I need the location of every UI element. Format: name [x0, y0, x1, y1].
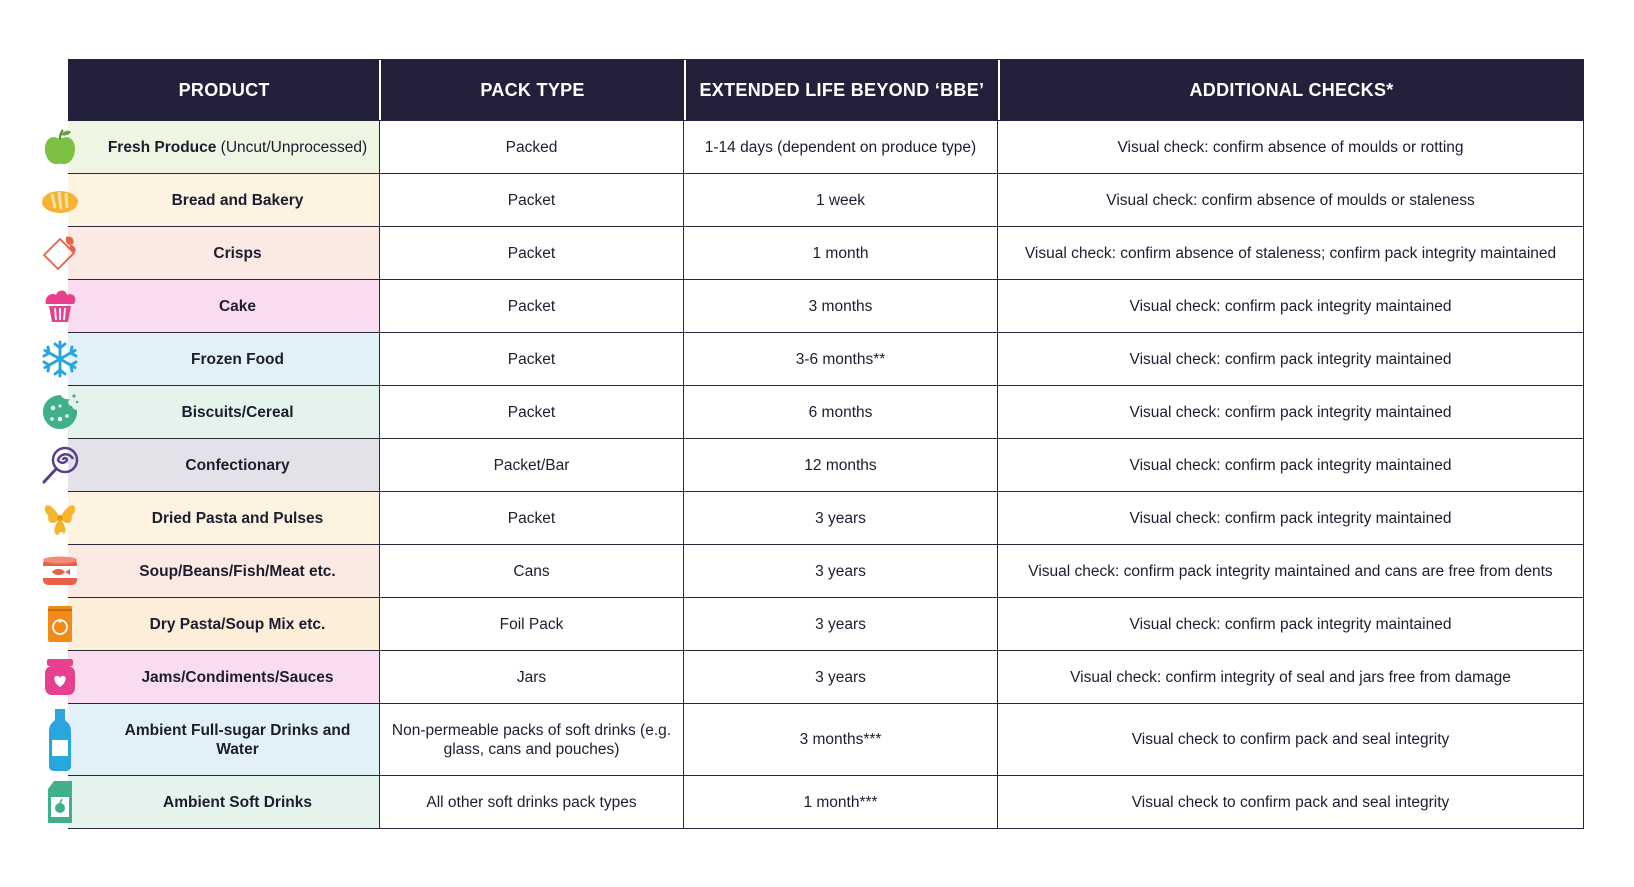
- product-suffix: (Uncut/Unprocessed): [216, 138, 368, 156]
- pack-type-cell: Packet/Bar: [380, 439, 684, 491]
- table-row: [68, 704, 1584, 776]
- table-row: [68, 333, 1584, 386]
- apple-icon: [40, 127, 80, 167]
- additional-checks-cell: Visual check: confirm integrity of seal and jars free from damage: [998, 651, 1584, 703]
- extended-life-cell: 3 years: [684, 651, 998, 703]
- header-pack-type: PACK TYPE: [381, 60, 685, 120]
- header-extended-life: EXTENDED LIFE BEYOND ‘BBE’: [686, 60, 1000, 120]
- table-row: [68, 174, 1584, 227]
- table-row: [68, 492, 1584, 545]
- product-cell: [68, 545, 380, 597]
- pack-type-cell: All other soft drinks pack types: [380, 776, 684, 828]
- product-cell: [68, 776, 380, 828]
- additional-checks-cell: Visual check: confirm pack integrity maintained: [998, 280, 1584, 332]
- product-cell: [68, 333, 380, 385]
- product-name: Biscuits/Cereal: [181, 403, 294, 421]
- extended-life-cell: 1-14 days (dependent on produce type): [684, 121, 998, 173]
- lollipop-icon: [40, 445, 80, 485]
- pack-type-cell: Packet: [380, 174, 684, 226]
- product-cell: [68, 386, 380, 438]
- extended-life-cell: 3 years: [684, 492, 998, 544]
- extended-life-cell: 1 month: [684, 227, 998, 279]
- pack-type-cell: Packet: [380, 227, 684, 279]
- product-cell: [68, 174, 380, 226]
- product-cell: [68, 121, 380, 173]
- table-row: [68, 439, 1584, 492]
- table-header: [68, 59, 1584, 121]
- extended-life-cell: 12 months: [684, 439, 998, 491]
- product-name: Cake: [218, 297, 257, 315]
- table-row: [68, 121, 1584, 174]
- product-name: Fresh Produce: [107, 138, 217, 156]
- bread-icon: [40, 180, 80, 220]
- juice-carton-icon: [40, 779, 80, 825]
- product-name: Dry Pasta/Soup Mix etc.: [149, 615, 326, 633]
- additional-checks-cell: Visual check to confirm pack and seal integrity: [998, 776, 1584, 828]
- product-name: Ambient Full-sugar Drinks and Water: [124, 721, 351, 758]
- shelf-life-table: [68, 59, 1584, 829]
- pack-type-cell: Cans: [380, 545, 684, 597]
- extended-life-cell: 3-6 months**: [684, 333, 998, 385]
- extended-life-cell: 3 months***: [684, 704, 998, 775]
- product-cell: [68, 651, 380, 703]
- additional-checks-cell: Visual check: confirm absence of staleness; confirm pack integrity maintained: [998, 227, 1584, 279]
- product-name: Soup/Beans/Fish/Meat etc.: [139, 562, 336, 580]
- pack-type-cell: Packet: [380, 333, 684, 385]
- table-row: [68, 227, 1584, 280]
- pack-type-cell: Foil Pack: [380, 598, 684, 650]
- pack-type-cell: Jars: [380, 651, 684, 703]
- additional-checks-cell: Visual check: confirm pack integrity maintained and cans are free from dents: [998, 545, 1584, 597]
- additional-checks-cell: Visual check: confirm absence of moulds or rotting: [998, 121, 1584, 173]
- header-additional-checks: ADDITIONAL CHECKS*: [1189, 79, 1394, 100]
- extended-life-cell: 3 months: [684, 280, 998, 332]
- table-row: [68, 651, 1584, 704]
- product-name: Jams/Condiments/Sauces: [141, 668, 334, 686]
- product-name: Bread and Bakery: [171, 191, 304, 209]
- additional-checks-cell: Visual check: confirm pack integrity maintained: [998, 439, 1584, 491]
- extended-life-cell: 1 month***: [684, 776, 998, 828]
- cupcake-icon: [40, 286, 80, 326]
- pasta-bow-icon: [40, 498, 80, 538]
- foil-pack-icon: [40, 604, 80, 644]
- additional-checks-cell: Visual check to confirm pack and seal integrity: [998, 704, 1584, 775]
- cookie-icon: [40, 392, 80, 432]
- additional-checks-cell: Visual check: confirm pack integrity maintained: [998, 598, 1584, 650]
- pack-type-cell: Packet: [380, 280, 684, 332]
- additional-checks-cell: Visual check: confirm absence of moulds or staleness: [998, 174, 1584, 226]
- table-row: [68, 545, 1584, 598]
- product-cell: [68, 227, 380, 279]
- extended-life-cell: 3 years: [684, 598, 998, 650]
- snowflake-icon: [40, 339, 80, 379]
- table-row: [68, 776, 1584, 829]
- product-name: Ambient Soft Drinks: [163, 793, 312, 811]
- product-name: Frozen Food: [191, 350, 284, 368]
- extended-life-cell: 6 months: [684, 386, 998, 438]
- product-name: Crisps: [213, 244, 262, 262]
- header-product: PRODUCT: [69, 60, 381, 120]
- pack-type-cell: Packet: [380, 492, 684, 544]
- table-row: [68, 386, 1584, 439]
- product-cell: [68, 598, 380, 650]
- table-row: [68, 598, 1584, 651]
- product-cell: [68, 439, 380, 491]
- crisp-packet-icon: [40, 233, 80, 273]
- product-cell: [68, 704, 380, 775]
- product-name: Dried Pasta and Pulses: [151, 509, 324, 527]
- additional-checks-cell: Visual check: confirm pack integrity maintained: [998, 386, 1584, 438]
- pack-type-cell: Non-permeable packs of soft drinks (e.g. glass, cans and pouches): [380, 704, 684, 775]
- extended-life-cell: 1 week: [684, 174, 998, 226]
- table-row: [68, 280, 1584, 333]
- product-cell: [68, 280, 380, 332]
- product-name: Confectionary: [185, 456, 290, 474]
- bottle-icon: [40, 708, 80, 772]
- fish-can-icon: [40, 551, 80, 591]
- additional-checks-cell: Visual check: confirm pack integrity maintained: [998, 333, 1584, 385]
- pack-type-cell: Packet: [380, 386, 684, 438]
- product-cell: [68, 492, 380, 544]
- additional-checks-cell: Visual check: confirm pack integrity maintained: [998, 492, 1584, 544]
- extended-life-cell: 3 years: [684, 545, 998, 597]
- jam-jar-icon: [40, 657, 80, 697]
- pack-type-cell: Packed: [380, 121, 684, 173]
